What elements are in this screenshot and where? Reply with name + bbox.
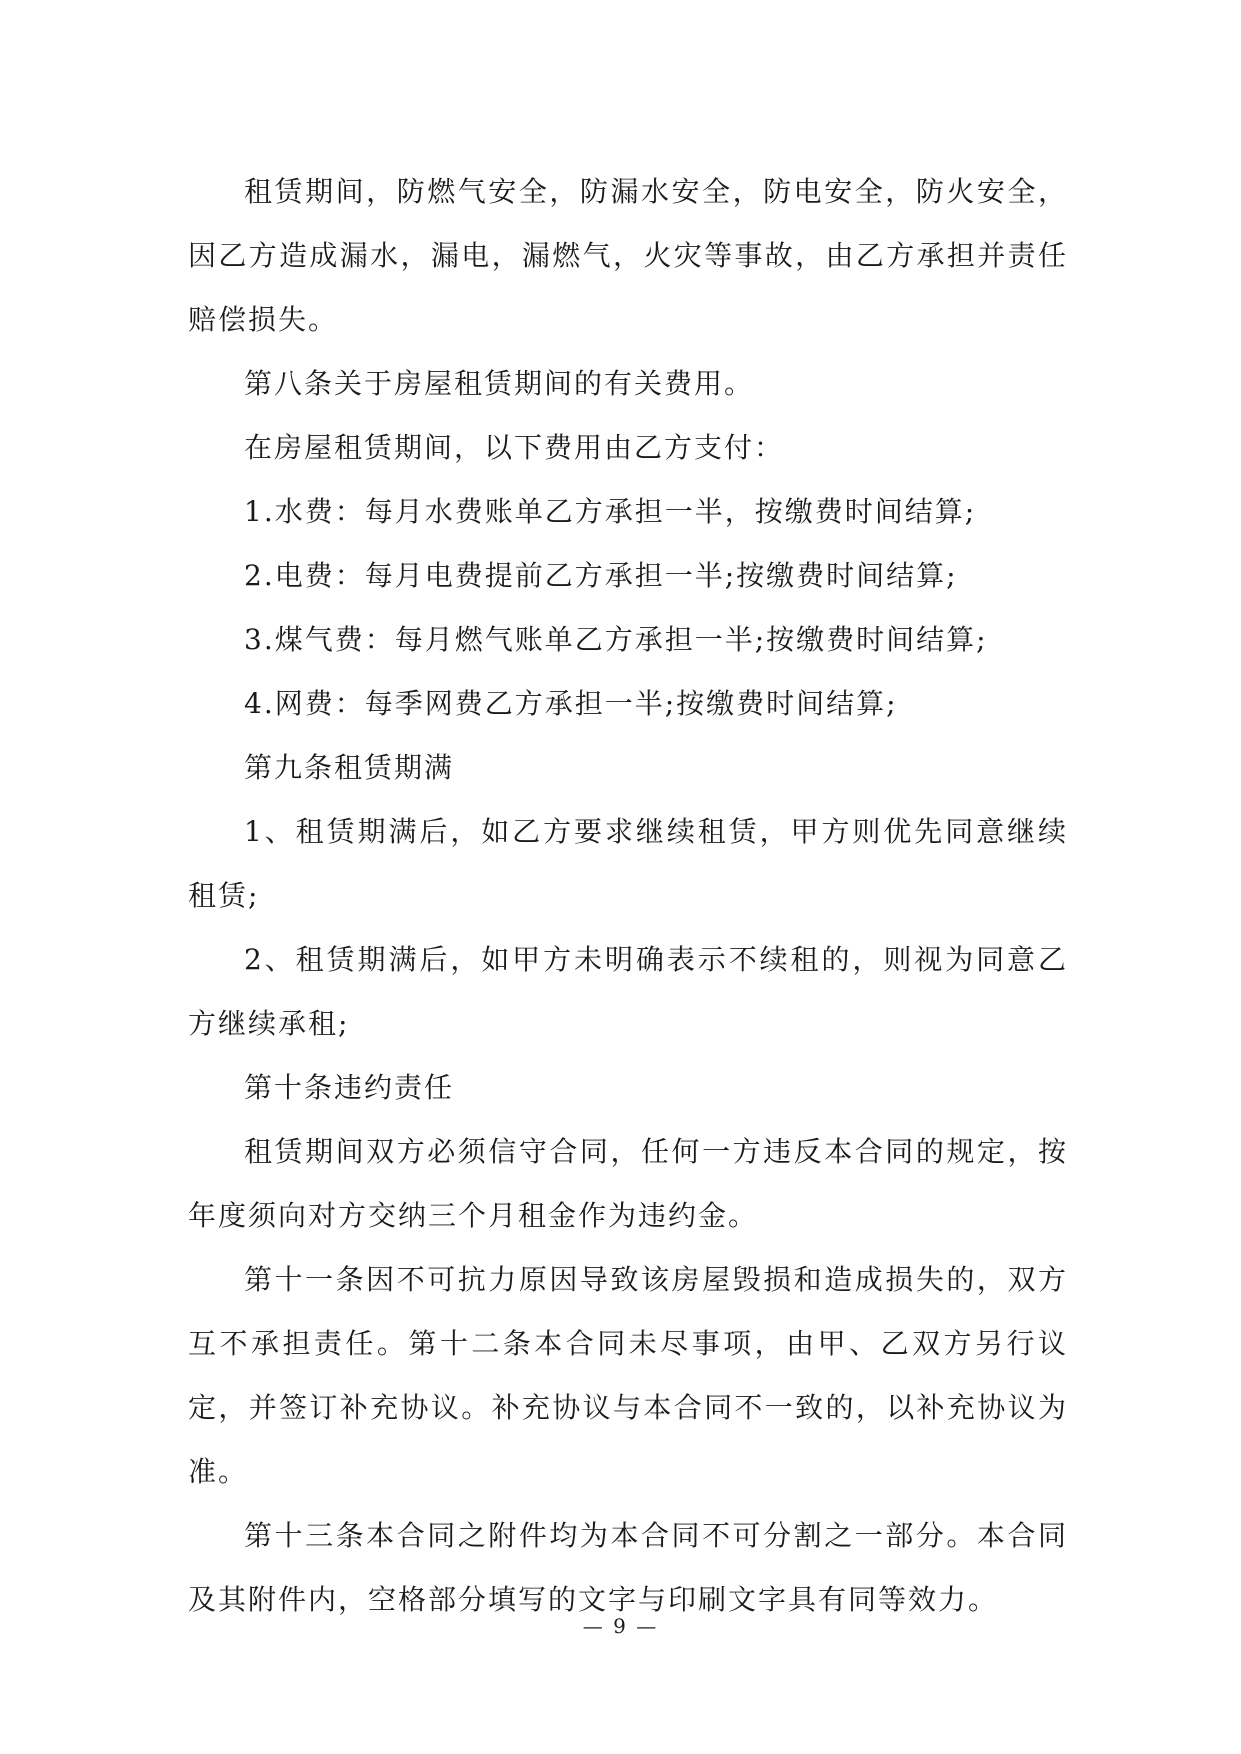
paragraph-safety-liability: 租赁期间，防燃气安全，防漏水安全，防电安全，防火安全，因乙方造成漏水，漏电，漏燃气，火灾等事故，由乙方承担并责任赔偿损失。 bbox=[188, 175, 1068, 336]
paragraph-breach-liability: 租赁期间双方必须信守合同，任何一方违反本合同的规定，按年度须向对方交纳三个月租金作为违约金。 bbox=[188, 1135, 1068, 1232]
paragraph-gas-fee: 3.煤气费：每月燃气账单乙方承担一半;按缴费时间结算; bbox=[244, 623, 988, 656]
paragraph-article-8-heading: 第八条关于房屋租赁期间的有关费用。 bbox=[244, 367, 755, 400]
paragraph-water-fee: 1.水费：每月水费账单乙方承担一半，按缴费时间结算; bbox=[244, 495, 977, 528]
paragraph-lease-renewal-2: 2、租赁期满后，如甲方未明确表示不续租的，则视为同意乙方继续承租; bbox=[188, 943, 1068, 1040]
paragraph-electricity-fee: 2.电费：每月电费提前乙方承担一半;按缴费时间结算; bbox=[244, 559, 958, 592]
paragraph-article-13: 第十三条本合同之附件均为本合同不可分割之一部分。本合同及其附件内，空格部分填写的文字与印刷文字具有同等效力。 bbox=[188, 1519, 1068, 1616]
paragraph-fees-intro: 在房屋租赁期间，以下费用由乙方支付： bbox=[244, 431, 785, 464]
paragraph-article-10-heading: 第十条违约责任 bbox=[244, 1071, 455, 1104]
paragraph-internet-fee: 4.网费：每季网费乙方承担一半;按缴费时间结算; bbox=[244, 687, 898, 720]
paragraph-lease-renewal-1: 1、租赁期满后，如乙方要求继续租赁，甲方则优先同意继续租赁; bbox=[188, 815, 1068, 912]
paragraph-article-11-12: 第十一条因不可抗力原因导致该房屋毁损和造成损失的，双方互不承担责任。第十二条本合同未尽事项，由甲、乙双方另行议定，并签订补充协议。补充协议与本合同不一致的，以补充协议为准。 bbox=[188, 1263, 1068, 1488]
paragraph-article-9-heading: 第九条租赁期满 bbox=[244, 751, 455, 784]
page-number: — 9 — bbox=[582, 1614, 659, 1638]
document-body bbox=[188, 160, 1068, 1632]
